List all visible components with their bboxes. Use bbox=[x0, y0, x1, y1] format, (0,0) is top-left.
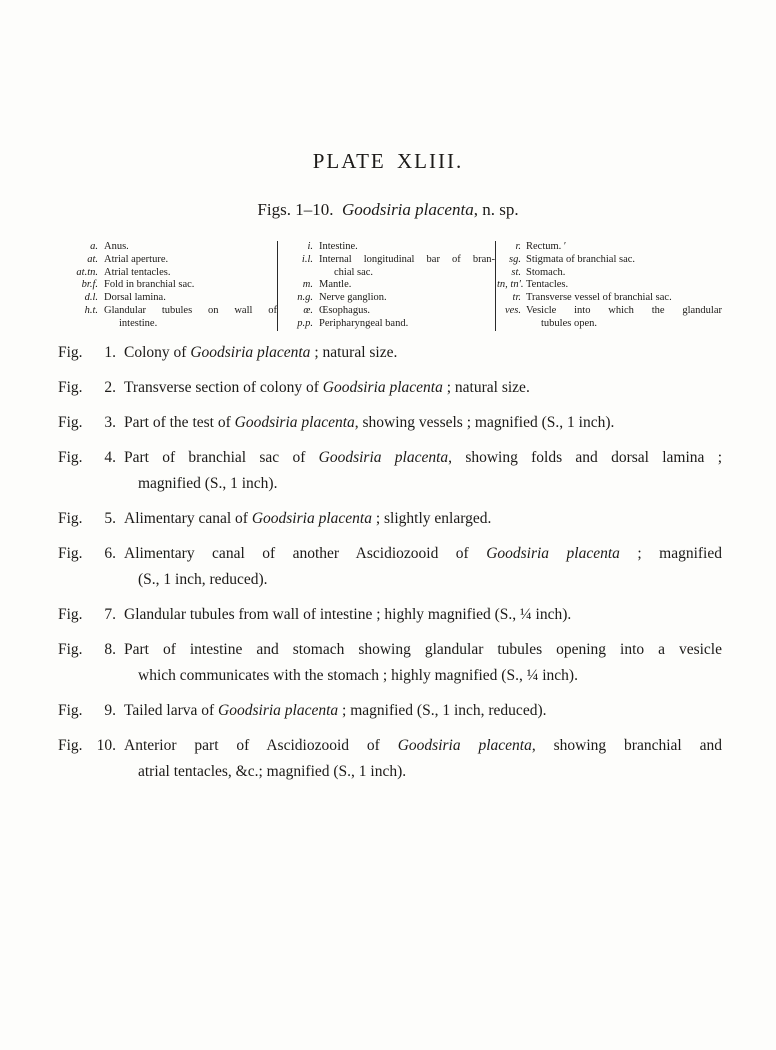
legend-item bbox=[280, 305, 495, 318]
legend-abbreviation: tn, tn′. bbox=[497, 279, 524, 291]
text-run: atrial tentacles, &c.; magnified (S., 1 inch). bbox=[138, 763, 407, 780]
figure-number: 8. bbox=[104, 641, 116, 658]
legend-description bbox=[319, 318, 495, 331]
text-run: Part of intestine and stomach showing glandular tubules opening into a vesicle bbox=[124, 641, 722, 658]
figure-caption-line bbox=[124, 602, 722, 628]
legend-item bbox=[58, 254, 277, 267]
text-run: ; magnified (S., 1 inch, reduced). bbox=[338, 702, 547, 719]
legend-description bbox=[319, 305, 495, 318]
figure-label: Fig. bbox=[58, 449, 83, 466]
figure-row bbox=[58, 602, 722, 628]
legend-description-line: Fold in branchial sac. bbox=[104, 279, 195, 291]
legend-description bbox=[526, 241, 722, 254]
legend-description bbox=[319, 292, 495, 305]
figure-caption-line bbox=[124, 340, 722, 366]
legend-description bbox=[104, 305, 277, 331]
legend-abbreviation: h.t. bbox=[84, 304, 98, 316]
legend-item bbox=[58, 267, 277, 280]
figure-label: Fig. bbox=[58, 606, 83, 623]
text-run: Colony of bbox=[124, 344, 191, 361]
figure-caption bbox=[124, 506, 722, 532]
legend-item bbox=[280, 318, 495, 331]
text-run: , showing vessels ; magnified (S., 1 inch). bbox=[354, 414, 615, 431]
legend-item bbox=[58, 305, 277, 331]
figure-caption bbox=[124, 541, 722, 593]
figure-label: Fig. bbox=[58, 379, 83, 396]
legend-item bbox=[280, 279, 495, 292]
text-run: Part of the test of bbox=[124, 414, 235, 431]
legend-description bbox=[526, 305, 722, 331]
legend-column-3 bbox=[495, 241, 722, 331]
figure-caption bbox=[124, 375, 722, 401]
legend-abbreviation: at.tn. bbox=[76, 266, 98, 278]
figure-caption-line bbox=[124, 471, 722, 497]
figure-caption-line bbox=[124, 506, 722, 532]
text-run: Figs. 1–10. bbox=[257, 200, 342, 219]
species-name: Goodsiria placenta bbox=[397, 737, 532, 754]
figure-caption-line bbox=[124, 541, 722, 567]
figure-caption-line bbox=[124, 375, 722, 401]
figure-caption bbox=[124, 340, 722, 366]
figure-list bbox=[58, 340, 722, 794]
figure-caption bbox=[124, 445, 722, 497]
legend-description bbox=[526, 279, 722, 292]
figure-caption-line bbox=[124, 410, 722, 436]
figure-caption-line bbox=[124, 733, 722, 759]
legend-abbreviation: r. bbox=[515, 241, 521, 252]
legend-abbreviation: i. bbox=[307, 241, 313, 252]
text-run: ; natural size. bbox=[442, 379, 530, 396]
text-run: , showing folds and dorsal lamina ; bbox=[448, 449, 722, 466]
legend-column-1 bbox=[58, 241, 277, 331]
legend-description-line: Stigmata of branchial sac. bbox=[526, 253, 636, 265]
figure-caption bbox=[124, 733, 722, 785]
species-name: Goodsiria placenta bbox=[251, 510, 372, 527]
text-run: Alimentary canal of another Ascidiozooid of bbox=[124, 545, 487, 562]
text-run: Anterior part of Ascidiozooid of bbox=[124, 737, 398, 754]
figure-caption-line bbox=[124, 698, 722, 724]
legend-item bbox=[58, 292, 277, 305]
plate-subtitle bbox=[0, 200, 776, 220]
text-run: which communicates with the stomach ; highly magnified (S., ¼ inch). bbox=[138, 667, 578, 684]
figure-number: 5. bbox=[104, 510, 116, 527]
legend-description bbox=[526, 267, 722, 280]
legend-item bbox=[497, 292, 722, 305]
figure-caption-line bbox=[124, 759, 722, 785]
figure-number: 2. bbox=[104, 379, 116, 396]
legend-abbreviation: at. bbox=[87, 253, 98, 265]
legend-abbreviation: i.l. bbox=[301, 253, 313, 265]
legend-item bbox=[280, 292, 495, 305]
figure-caption bbox=[124, 410, 722, 436]
legend-abbreviation: œ. bbox=[303, 304, 313, 316]
legend-item bbox=[58, 279, 277, 292]
figure-label: Fig. bbox=[58, 344, 83, 361]
legend-item bbox=[280, 241, 495, 254]
figure-row bbox=[58, 410, 722, 436]
legend-description bbox=[319, 241, 495, 254]
legend-abbreviation: n.g. bbox=[297, 292, 313, 304]
figure-number: 6. bbox=[104, 545, 116, 562]
text-run: Glandular tubules from wall of intestine ; highly magnified (S., ¼ inch). bbox=[124, 606, 572, 623]
legend-description-line: tubules open. bbox=[541, 317, 597, 329]
legend-description bbox=[526, 292, 722, 305]
figure-number: 7. bbox=[104, 606, 116, 623]
legend-abbreviation: p.p. bbox=[297, 317, 313, 329]
legend-description bbox=[526, 254, 722, 267]
figure-label: Fig. bbox=[58, 641, 83, 658]
species-name: Goodsiria placenta bbox=[322, 379, 443, 396]
legend-description bbox=[104, 279, 277, 292]
figure-caption bbox=[124, 602, 722, 628]
figure-caption-line bbox=[124, 663, 722, 689]
text-run: ; natural size. bbox=[310, 344, 398, 361]
legend-item bbox=[58, 241, 277, 254]
legend-description-line: Dorsal lamina. bbox=[104, 292, 166, 304]
figure-number: 9. bbox=[104, 702, 116, 719]
species-name: Goodsiria placenta bbox=[234, 414, 355, 431]
legend-item bbox=[497, 305, 722, 331]
figure-label: Fig. bbox=[58, 737, 83, 754]
text-run: Part of branchial sac of bbox=[124, 449, 319, 466]
legend-item bbox=[280, 254, 495, 280]
figure-number: 1. bbox=[104, 344, 116, 361]
figure-row bbox=[58, 340, 722, 366]
figure-number: 4. bbox=[104, 449, 116, 466]
plate-title: PLATE XLIII. bbox=[312, 149, 464, 173]
legend-description-line: Œsophagus. bbox=[319, 304, 371, 316]
legend-description-line: Peripharyngeal band. bbox=[319, 317, 409, 329]
text-run: ; slightly enlarged. bbox=[371, 510, 492, 527]
legend-description bbox=[319, 254, 495, 280]
legend-abbreviation: st. bbox=[511, 266, 521, 278]
legend-description bbox=[319, 279, 495, 292]
legend-description-line: Stomach. bbox=[526, 266, 566, 278]
legend-description-line: chial sac. bbox=[334, 266, 374, 278]
figure-caption bbox=[124, 637, 722, 689]
figure-label: Fig. bbox=[58, 545, 83, 562]
text-run: , n. sp. bbox=[473, 200, 519, 219]
figure-caption bbox=[124, 698, 722, 724]
figure-row bbox=[58, 733, 722, 785]
legend-item bbox=[497, 279, 722, 292]
legend-item bbox=[497, 254, 722, 267]
legend-description-line: Tentacles. bbox=[526, 279, 569, 291]
legend-abbreviation: ves. bbox=[504, 304, 521, 316]
legend bbox=[58, 241, 722, 331]
species-name: Goodsiria placenta bbox=[318, 449, 449, 466]
figure-label: Fig. bbox=[58, 510, 83, 527]
species-name: Goodsiria placenta bbox=[190, 344, 311, 361]
figure-row bbox=[58, 541, 722, 593]
figure-row bbox=[58, 698, 722, 724]
legend-description bbox=[104, 254, 277, 267]
legend-description-line: Mantle. bbox=[319, 279, 352, 291]
legend-description-line: Nerve ganglion. bbox=[319, 292, 387, 304]
figure-row bbox=[58, 637, 722, 689]
legend-description-line: Vesicle into which the glandular bbox=[526, 304, 722, 316]
legend-abbreviation: d.l. bbox=[84, 292, 98, 304]
figure-row bbox=[58, 445, 722, 497]
legend-item bbox=[497, 241, 722, 254]
legend-description-line: intestine. bbox=[119, 317, 158, 329]
text-run: magnified (S., 1 inch). bbox=[138, 475, 278, 492]
species-name: Goodsiria placenta bbox=[341, 200, 474, 219]
legend-description bbox=[104, 241, 277, 254]
text-run: , showing branchial and bbox=[531, 737, 722, 754]
legend-abbreviation: m. bbox=[302, 279, 313, 291]
legend-column-2 bbox=[277, 241, 495, 331]
figure-number: 10. bbox=[96, 737, 116, 754]
legend-description-line: Rectum. ′ bbox=[526, 241, 567, 252]
figure-row bbox=[58, 506, 722, 532]
figure-number: 3. bbox=[104, 414, 116, 431]
text-run: Transverse section of colony of bbox=[124, 379, 323, 396]
legend-abbreviation: sg. bbox=[509, 253, 521, 265]
figure-caption-line bbox=[124, 637, 722, 663]
legend-description-line: Atrial aperture. bbox=[104, 253, 169, 265]
legend-item bbox=[497, 267, 722, 280]
figure-caption-line bbox=[124, 567, 722, 593]
text-run: ; magnified bbox=[619, 545, 722, 562]
text-run: Alimentary canal of bbox=[124, 510, 252, 527]
species-name: Goodsiria placenta bbox=[486, 545, 620, 562]
legend-abbreviation: br.f. bbox=[81, 279, 98, 291]
text-run: (S., 1 inch, reduced). bbox=[138, 571, 268, 588]
legend-description-line: Glandular tubules on wall of bbox=[104, 304, 277, 316]
text-run: Tailed larva of bbox=[124, 702, 219, 719]
species-name: Goodsiria placenta bbox=[218, 702, 339, 719]
legend-description bbox=[104, 267, 277, 280]
figure-caption-line bbox=[124, 445, 722, 471]
figure-label: Fig. bbox=[58, 702, 83, 719]
legend-description-line: Anus. bbox=[104, 241, 129, 252]
legend-description-line: Atrial tentacles. bbox=[104, 266, 171, 278]
legend-description bbox=[104, 292, 277, 305]
legend-abbreviation: a. bbox=[90, 241, 98, 252]
figure-row bbox=[58, 375, 722, 401]
legend-description-line: Internal longitudinal bar of bran- bbox=[319, 253, 495, 265]
legend-description-line: Transverse vessel of branchial sac. bbox=[526, 292, 672, 304]
legend-description-line: Intestine. bbox=[319, 241, 358, 252]
figure-label: Fig. bbox=[58, 414, 83, 431]
legend-abbreviation: tr. bbox=[512, 292, 521, 304]
